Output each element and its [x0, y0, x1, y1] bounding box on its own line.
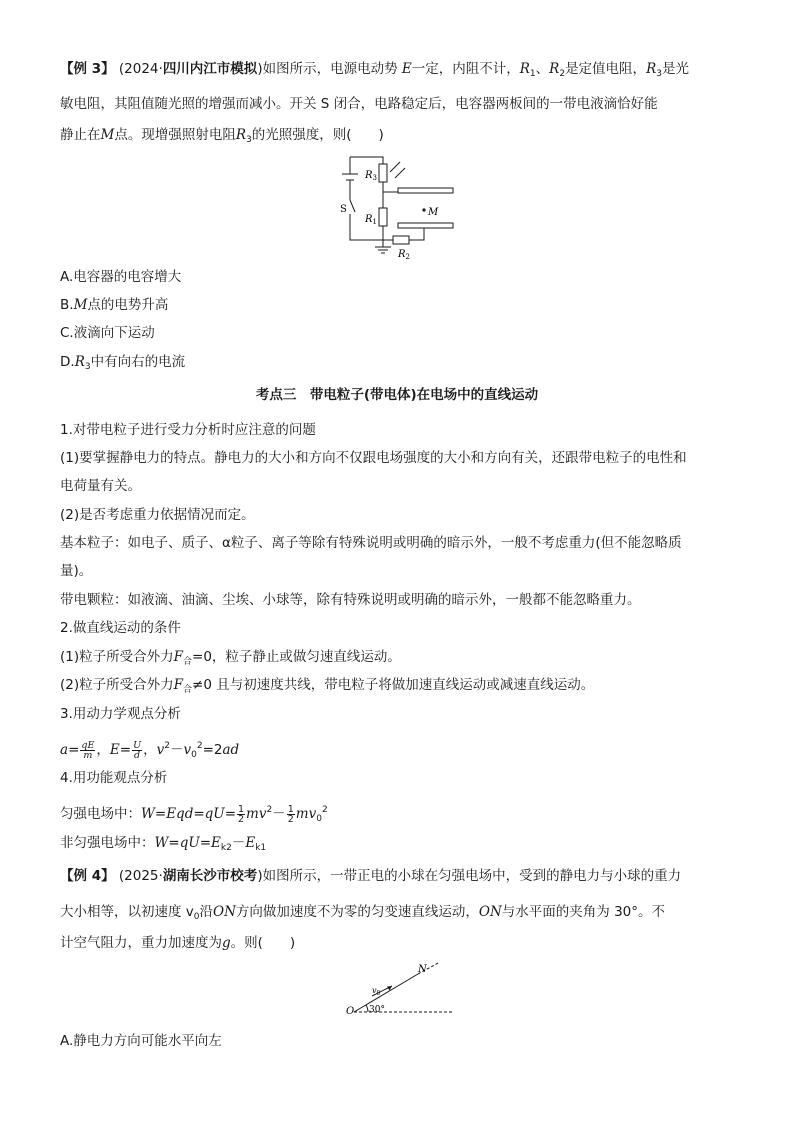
- text: 静止在: [60, 127, 101, 143]
- option-a: A.电容器的电容增大: [60, 269, 182, 285]
- label-switch: S: [340, 204, 347, 215]
- text: 中有向右的电流: [90, 354, 186, 370]
- symbol-g: g: [222, 935, 231, 951]
- symbol: mv: [295, 806, 317, 822]
- fraction: [287, 805, 295, 824]
- text: 沿: [199, 904, 214, 920]
- text: =: [168, 835, 180, 851]
- text: 与水平面的夹角为 30°。不: [501, 904, 666, 920]
- subscript: 3: [246, 135, 252, 145]
- symbol: qU: [204, 806, 225, 822]
- capacitor-bottom-plate: [398, 223, 453, 228]
- paragraph: 2.做直线运动的条件: [60, 620, 181, 636]
- subscript: 0: [316, 814, 322, 824]
- subscript: 3: [84, 362, 91, 372]
- source-suffix: ): [257, 61, 263, 77]
- subscript: 0: [191, 750, 197, 760]
- text: (1)粒子所受合外力: [60, 649, 174, 665]
- label-r1: $R_1$: [365, 214, 377, 226]
- text: 点的电势升高: [87, 297, 169, 313]
- symbol: a: [60, 742, 69, 758]
- symbol: E: [109, 742, 120, 758]
- symbol-R: R: [74, 354, 85, 370]
- symbol-R: R: [646, 61, 657, 77]
- text: －: [272, 806, 286, 822]
- text: －: [231, 835, 246, 851]
- label: 非匀强电场中：: [60, 835, 155, 851]
- example-4-line-1: [60, 866, 681, 886]
- paragraph: (1)要掌握静电力的特点。静电力的大小和方向不仅跟电场强度的大小和方向有关，还跟带电粒子的电性和: [60, 450, 687, 466]
- section-title: 考点三 带电粒子(带电体)在电场中的直线运动: [255, 387, 539, 403]
- text: =: [193, 806, 205, 822]
- text: 方向做加速度不为零的匀变速直线运动，: [235, 904, 479, 920]
- source-name: 湖南长沙市校考: [162, 868, 258, 884]
- fraction: [80, 741, 95, 760]
- resistor-r2: [393, 236, 409, 244]
- symbol-R: R: [519, 61, 530, 77]
- symbol: mv: [246, 806, 267, 822]
- denominator: 2: [287, 813, 294, 825]
- text: 。则( ): [230, 935, 296, 951]
- example-4-line-3: [60, 933, 295, 953]
- paragraph: 基本粒子：如电子、质子、α粒子、离子等除有特殊说明或明确的暗示外，一般不考虑重力(但不能忽略质: [60, 535, 682, 551]
- symbol: Eqd: [166, 806, 194, 822]
- subscript: 3: [656, 69, 662, 79]
- symbol-E: E: [401, 61, 412, 77]
- paragraph: [60, 675, 594, 700]
- text: 一定，内阻不计，: [411, 61, 520, 77]
- text: =0，粒子静止或做匀速直线运动。: [192, 649, 401, 665]
- paragraph: (2)是否考虑重力依据情况而定。: [60, 507, 255, 523]
- text: 如图所示，一带正电的小球在匀强电场中，受到的静电力与小球的重力: [262, 868, 682, 884]
- superscript: 2: [266, 805, 273, 815]
- option-c: C.液滴向下运动: [60, 325, 155, 341]
- text: B.: [60, 297, 74, 313]
- circuit-diagram: [338, 152, 458, 262]
- line-on: [354, 974, 418, 1012]
- text: 如图所示，电源电动势: [262, 61, 398, 77]
- source-prefix: (2024·: [118, 61, 163, 77]
- text: =: [119, 742, 132, 758]
- symbol: E: [211, 835, 221, 851]
- subscript: 1: [529, 69, 536, 79]
- subscript: k1: [255, 843, 267, 853]
- symbol-ON: ON: [213, 904, 236, 920]
- superscript: 2: [321, 805, 328, 815]
- paragraph: 量)。: [60, 563, 93, 579]
- symbol: ad: [222, 742, 240, 758]
- example-tag: 【例 4】: [60, 868, 115, 884]
- symbol: W: [141, 806, 155, 822]
- symbol-R: R: [549, 61, 560, 77]
- text: 是定值电阻，: [565, 61, 647, 77]
- symbol-R: R: [235, 127, 246, 143]
- formula-nonuniform-field: [60, 833, 266, 858]
- denominator: 2: [238, 813, 245, 825]
- resistor-r3: [379, 164, 387, 182]
- source-prefix: (2025·: [118, 868, 163, 884]
- formula-dynamics: [60, 736, 239, 765]
- text: =: [154, 806, 167, 822]
- source-name: 四川内江市模拟: [162, 61, 258, 77]
- source-suffix: ): [257, 868, 263, 884]
- fraction: [237, 805, 245, 824]
- paragraph: 1.对带电粒子进行受力分析时应注意的问题: [60, 422, 316, 438]
- text: 大小相等，以初速度 v: [60, 904, 194, 920]
- text: (2)粒子所受合外力: [60, 677, 174, 693]
- paragraph: [60, 647, 401, 672]
- example-3-line-3: [60, 125, 384, 150]
- numerator: 1: [287, 803, 294, 815]
- circuit-top-wire: [350, 157, 383, 164]
- droplet-m: [422, 208, 425, 211]
- example-3-line-1: [60, 59, 689, 84]
- numerator: U: [133, 739, 142, 751]
- superscript: 2: [196, 741, 203, 751]
- label-v0: $v_0$: [372, 986, 381, 997]
- symbol: E: [245, 835, 256, 851]
- paragraph: 带电颗粒：如液滴、油滴、尘埃、小球等，除有特殊说明或明确的暗示外，一般都不能忽略重力。: [60, 592, 641, 608]
- paragraph: 4.用功能观点分析: [60, 770, 168, 786]
- label-r2: $R_2$: [398, 249, 410, 261]
- text: =: [199, 835, 212, 851]
- symbol: W: [154, 835, 169, 851]
- label-n: N: [418, 964, 427, 975]
- label-o: O: [346, 1006, 355, 1017]
- text: 的光照强度，则( ): [251, 127, 384, 143]
- superscript: 2: [164, 741, 170, 751]
- light-arrow-icon: [390, 162, 400, 172]
- symbol-M: M: [73, 297, 88, 313]
- motion-diagram: [342, 960, 458, 1018]
- symbol-M: M: [100, 127, 115, 143]
- example-tag: 【例 3】: [60, 61, 115, 77]
- text: 计空气阻力，重力加速度为: [60, 935, 222, 951]
- symbol: v: [183, 742, 192, 758]
- angle-arc: [366, 1005, 368, 1012]
- text: D.: [60, 354, 75, 370]
- numerator: qE: [81, 739, 95, 751]
- label: 匀强电场中：: [60, 806, 141, 822]
- numerator: 1: [238, 803, 245, 815]
- symbol: qU: [179, 835, 200, 851]
- text: ，: [143, 742, 157, 758]
- text: 点。现增强照射电阻: [114, 127, 236, 143]
- text: 是光: [661, 61, 689, 77]
- option-d: [60, 352, 185, 377]
- symbol: v: [156, 742, 165, 758]
- paragraph: 电荷量有关。: [60, 478, 141, 494]
- resistor-r1: [379, 208, 387, 226]
- text: －: [169, 742, 184, 758]
- text: =2: [202, 742, 223, 758]
- denominator: d: [134, 749, 141, 761]
- switch: [350, 200, 355, 212]
- option-b: [60, 295, 168, 315]
- label-m: M: [428, 207, 439, 218]
- formula-uniform-field: [60, 800, 328, 829]
- paragraph: 3.用动力学观点分析: [60, 706, 181, 722]
- symbol-ON: ON: [478, 904, 502, 920]
- text: ≠0 且与初速度共线，带电粒子将做加速直线运动或减速直线运动。: [192, 677, 595, 693]
- label-angle: 30°: [369, 1005, 385, 1015]
- example-4-line-2: [60, 902, 665, 927]
- text: ，: [96, 742, 110, 758]
- text: =: [68, 742, 80, 758]
- text: =: [224, 806, 236, 822]
- denominator: m: [83, 749, 93, 761]
- symbol-F: F: [173, 649, 183, 665]
- symbol-F: F: [173, 677, 183, 693]
- fraction: [132, 741, 142, 760]
- text: 、: [535, 61, 550, 77]
- subscript: 0: [193, 912, 200, 922]
- example-3-line-2: 敏电阻，其阻值随光照的增强而减小。开关 S 闭合，电路稳定后，电容器两板间的一带电液滴恰好能: [60, 96, 658, 112]
- subscript: 合: [183, 685, 193, 695]
- subscript: k2: [220, 843, 232, 853]
- subscript: 2: [559, 69, 566, 79]
- subscript: 合: [183, 657, 193, 667]
- label-r3: $R_3$: [365, 170, 377, 182]
- capacitor-top-plate: [398, 188, 453, 193]
- option-a: A.静电力方向可能水平向左: [60, 1033, 222, 1049]
